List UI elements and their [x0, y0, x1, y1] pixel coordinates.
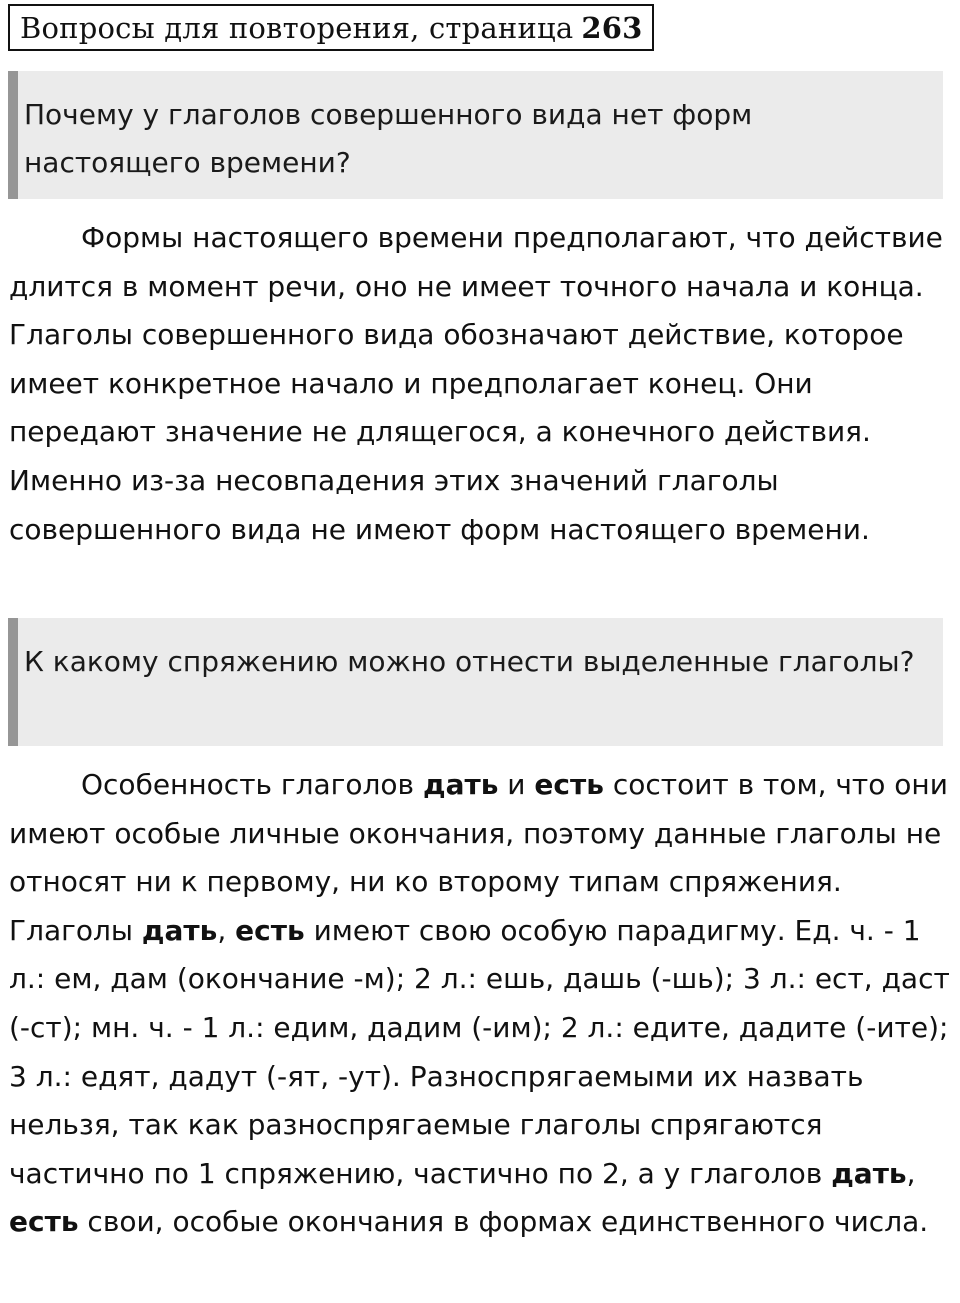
highlighted-verb: дать — [422, 768, 499, 801]
question-block-2 — [8, 618, 943, 746]
question-2-text: К какому спряжению можно отнести выделенные глаголы? — [24, 645, 915, 678]
highlighted-verb: есть — [534, 768, 604, 801]
answer-2-text: состоит в том, что они имеют особые личные окончания, поэтому данные глаголы не относят ни к первому, ни ко второму типам спряжения. Глаголы — [9, 768, 948, 947]
answer-2-text: , — [217, 913, 236, 947]
page-header-title: Вопросы для повторения, страница — [20, 10, 574, 45]
answer-2-text: имеют свою особую парадигму. Ед. ч. - 1 л.: ем, дам (окончание -м); 2 л.: ешь, дашь (-шь); 3 л.: ест, даст (-ст); мн. ч. - 1 л.: едим, дадим (-им); 2 л.: едите, дадите (-ите); 3 л.: едят, дадут (-ят, -ут). Разноспрягаемыми их назвать нельзя, так как разноспрягаемые глаголы спрягаются частично по 1 спряжению, частично по 2, а у глаголов — [9, 913, 950, 1190]
question-block-1 — [8, 71, 943, 199]
answer-2-text: , — [906, 1156, 916, 1190]
highlighted-verb: дать — [141, 913, 218, 947]
highlighted-verb: дать — [831, 1156, 907, 1190]
answer-paragraph-2 — [9, 761, 959, 1247]
highlighted-verb: есть — [9, 1205, 79, 1239]
page-header — [8, 4, 654, 51]
highlighted-verb: есть — [235, 913, 305, 947]
page-number: 263 — [581, 10, 643, 45]
answer-paragraph-1 — [9, 214, 959, 554]
answer-1-text: Формы настоящего времени предполагают, что действие длится в момент речи, оно не имеет точного начала и конца. Глаголы совершенного вида обозначают действие, которое имеет конкретное начало и предполагает конец. Они передают значение не длящегося, а конечного действия. Именно из-за несовпадения этих значений глаголы совершенного вида не имеют форм настоящего времени. — [9, 221, 943, 546]
answer-2-text: свои, особые окончания в формах единственного числа. — [78, 1205, 929, 1239]
answer-2-text: Особенность глаголов — [81, 768, 423, 801]
question-1-text: Почему у глаголов совершенного вида нет форм настоящего времени? — [24, 98, 753, 179]
answer-2-text: и — [498, 768, 535, 801]
